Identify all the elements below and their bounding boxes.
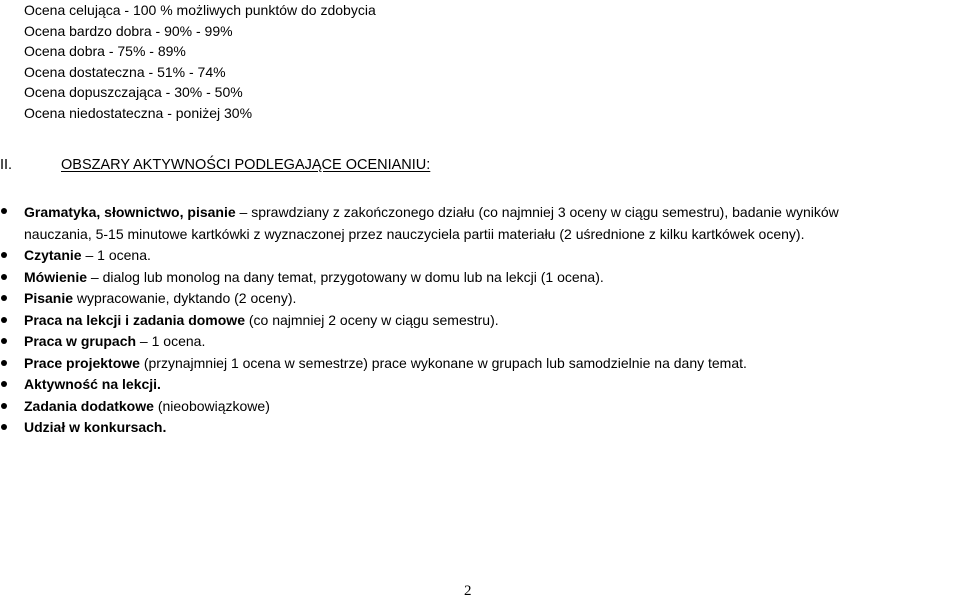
grade-line: Ocena dopuszczająca - 30% - 50%: [24, 84, 243, 101]
list-item: [0, 267, 960, 289]
list-item: [0, 245, 960, 267]
activity-description: wypracowanie, dyktando (2 oceny).: [76, 290, 297, 306]
activity-name: Mówienie: [24, 268, 88, 285]
list-item: [0, 353, 960, 375]
grade-line: Ocena celująca - 100 % możliwych punktów do zdobycia: [24, 2, 376, 18]
list-item: [0, 396, 960, 418]
activity-description-continued: nauczania, 5-15 minutowe kartkówki z wyznaczonej przez nauczyciela partii materiału (2 uśrednione z kilku kartkówek oceny).: [24, 226, 805, 242]
activity-description: sprawdziany z zakończonego działu (co najmniej 3 oceny w ciągu semestru), badanie wyników: [251, 204, 839, 220]
list-item: [0, 201, 960, 245]
activity-name: Udział w konkursach.: [24, 419, 167, 435]
section-number: II.: [0, 157, 13, 173]
grade-line: Ocena niedostateczna - poniżej 30%: [24, 104, 253, 121]
activity-separator: –: [235, 204, 252, 220]
list-item: [0, 374, 960, 396]
activity-name: Pisanie: [24, 290, 74, 306]
grade-line: Ocena bardzo dobra - 90% - 99%: [24, 22, 233, 39]
grade-line: Ocena dostateczna - 51% - 74%: [24, 63, 226, 80]
grading-scale: [24, 0, 376, 124]
activity-name: Zadania dodatkowe: [24, 397, 154, 414]
activity-name: Gramatyka, słownictwo, pisanie: [24, 204, 236, 220]
list-item: [0, 288, 960, 310]
activity-separator: –: [136, 333, 152, 349]
list-item: [0, 331, 960, 353]
activity-separator: –: [81, 247, 98, 263]
list-item: [0, 417, 960, 439]
activity-name: Praca w grupach: [24, 333, 137, 349]
activity-description: (przynajmniej 1 ocena w semestrze) prace wykonane w grupach lub samodzielnie na dany temat.: [143, 354, 747, 371]
activity-list: [0, 201, 960, 439]
grade-line: Ocena dobra - 75% - 89%: [24, 43, 186, 60]
list-item: [0, 310, 960, 332]
page-number: 2: [464, 583, 472, 599]
activity-description: 1 ocena.: [151, 333, 206, 349]
activity-name: Czytanie: [24, 247, 82, 263]
activity-description: 1 ocena.: [97, 247, 151, 263]
activity-description: (nieobowiązkowe): [157, 397, 270, 414]
activity-description: (co najmniej 2 oceny w ciągu semestru).: [248, 311, 499, 328]
activity-separator: –: [87, 268, 103, 285]
activity-name: Prace projektowe: [24, 354, 140, 371]
activity-description: dialog lub monolog na dany temat, przygotowany w domu lub na lekcji (1 ocena).: [102, 268, 604, 285]
section-title: OBSZARY AKTYWNOŚCI PODLEGAJĄCE OCENIANIU:: [61, 157, 431, 173]
activity-name: Praca na lekcji i zadania domowe: [24, 311, 245, 328]
activity-name: Aktywność na lekcji.: [24, 376, 161, 392]
